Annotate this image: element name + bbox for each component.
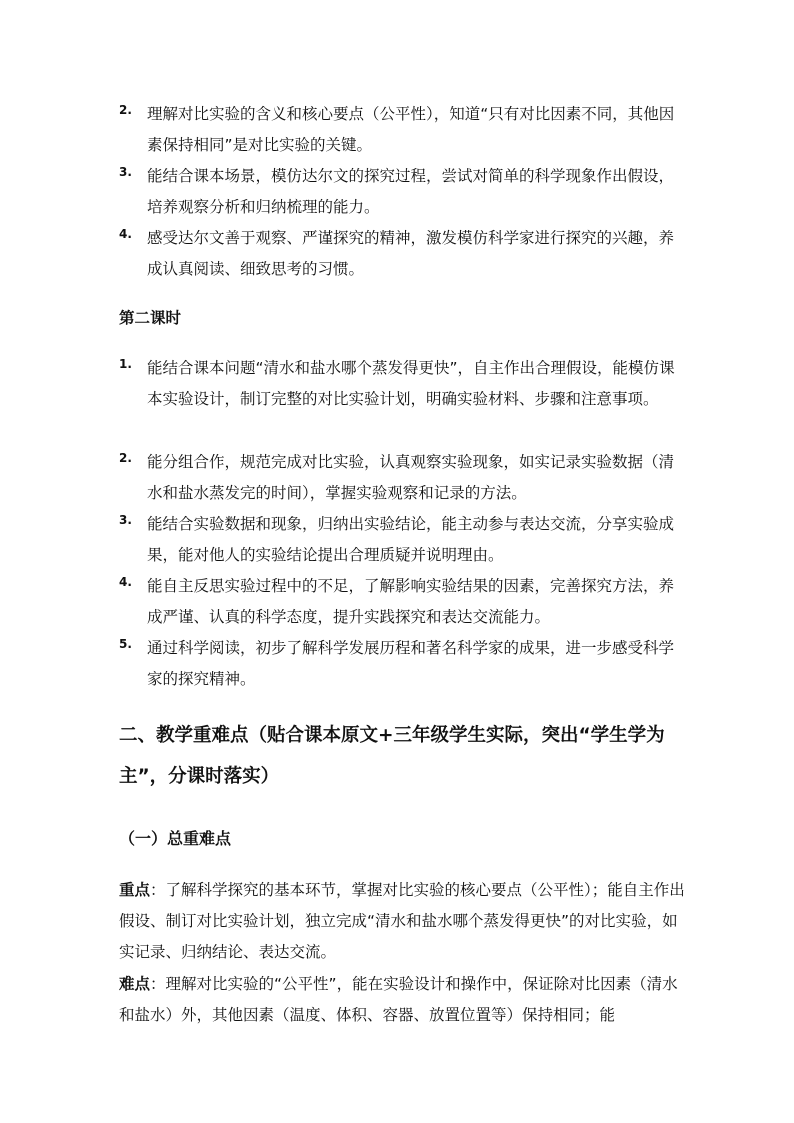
list-item — [119, 509, 689, 571]
difficulty-paragraph — [119, 969, 687, 1031]
list-number: 3. — [119, 513, 132, 527]
list-item — [119, 223, 689, 285]
difficulty-label: 难点 — [119, 975, 151, 993]
list-item — [119, 633, 689, 695]
list-item-text: 能结合课本场景，模仿达尔文的探究过程，尝试对简单的科学现象作出假设，培养观察分析和归纳梳理的能力。 — [147, 167, 675, 216]
list-number: 4. — [119, 575, 132, 589]
key-points-text: ：了解科学探究的基本环节，掌握对比实验的核心要点（公平性）；能自主作出假设、制订对比实验计划，独立完成“清水和盐水哪个蒸发得更快”的对比实验，如实记录、归纳结论、表达交流。 — [119, 881, 685, 961]
list-number: 2. — [119, 451, 132, 465]
list-number: 5. — [119, 637, 132, 651]
list-item — [119, 571, 689, 633]
list-item-text: 理解对比实验的含义和核心要点（公平性），知道“只有对比因素不同，其他因素保持相同”是对比实验的关键。 — [147, 105, 675, 154]
list-item — [119, 353, 689, 415]
sub-heading: （一）总重难点 — [119, 829, 232, 848]
section-heading: 二、教学重难点（贴合课本原文+三年级学生实际，突出“学生学为主”，分课时落实） — [119, 725, 665, 787]
second-lesson-label: 第二课时 — [119, 309, 182, 327]
list-item-text: 能结合课本问题“清水和盐水哪个蒸发得更快”，自主作出合理假设，能模仿课本实验设计，制订完整的对比实验计划，明确实验材料、步骤和注意事项。 — [147, 359, 675, 408]
list-item — [119, 447, 689, 509]
list-number: 2. — [119, 103, 132, 117]
key-points-paragraph — [119, 875, 687, 968]
list-item-text: 能自主反思实验过程中的不足，了解影响实验结果的因素，完善探究方法，养成严谨、认真的科学态度，提升实践探究和表达交流能力。 — [147, 577, 675, 626]
list-item-text: 感受达尔文善于观察、严谨探究的精神，激发模仿科学家进行探究的兴趣，养成认真阅读、细致思考的习惯。 — [147, 229, 675, 278]
list-item-text: 通过科学阅读，初步了解科学发展历程和著名科学家的成果，进一步感受科学家的探究精神。 — [147, 639, 675, 688]
list-item-text: 能分组合作，规范完成对比实验，认真观察实验现象，如实记录实验数据（清水和盐水蒸发完的时间），掌握实验观察和记录的方法。 — [147, 453, 675, 502]
list-item — [119, 161, 689, 223]
list-item — [119, 99, 689, 161]
list-number: 3. — [119, 165, 132, 179]
list-number: 4. — [119, 227, 132, 241]
key-points-label: 重点 — [119, 881, 151, 899]
list-item-text: 能结合实验数据和现象，归纳出实验结论，能主动参与表达交流，分享实验成果，能对他人的实验结论提出合理质疑并说明理由。 — [147, 515, 675, 564]
difficulty-text: ：理解对比实验的“公平性”，能在实验设计和操作中，保证除对比因素（清水和盐水）外，其他因素（温度、体积、容器、放置位置等）保持相同；能 — [119, 975, 678, 1024]
list-number: 1. — [119, 357, 132, 371]
